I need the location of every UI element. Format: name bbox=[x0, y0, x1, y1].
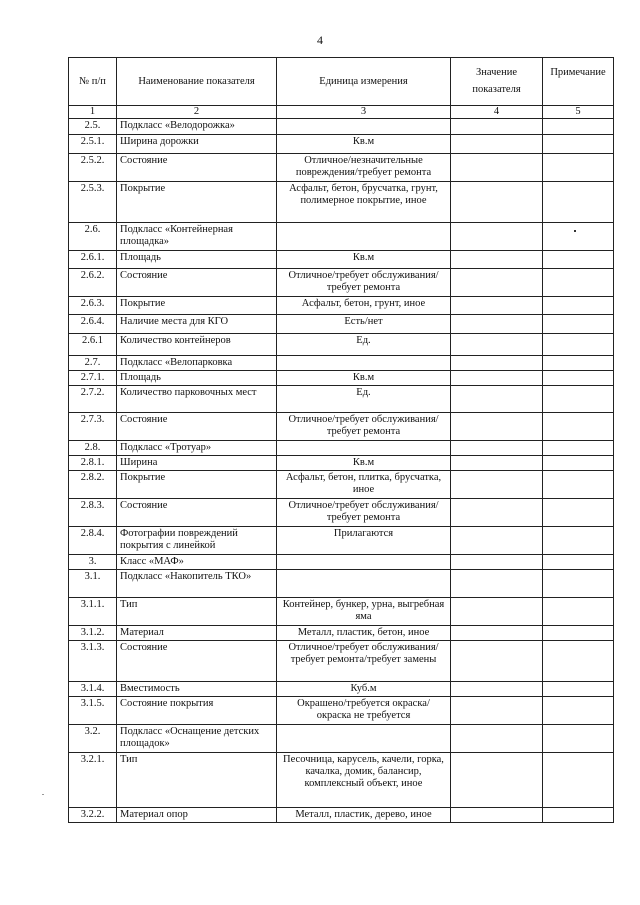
indicator-table bbox=[68, 57, 614, 823]
row-value bbox=[451, 570, 543, 598]
row-unit bbox=[277, 119, 451, 135]
row-indicator-name: Подкласс «Оснащение детских площадок» bbox=[117, 725, 277, 753]
table-row bbox=[69, 626, 614, 641]
row-unit: Окрашено/требуется окраска/окраска не требуется bbox=[277, 697, 451, 725]
table-row bbox=[69, 808, 614, 823]
row-unit bbox=[277, 441, 451, 456]
row-value bbox=[451, 269, 543, 297]
row-number: 3.1. bbox=[69, 570, 117, 598]
row-unit: Песочница, карусель, качели, горка, качалка, домик, балансир, комплексный объект, иное bbox=[277, 753, 451, 808]
row-note bbox=[543, 697, 614, 725]
row-value bbox=[451, 223, 543, 251]
table-row bbox=[69, 471, 614, 499]
table-row bbox=[69, 135, 614, 154]
row-indicator-name: Ширина bbox=[117, 456, 277, 471]
table-row bbox=[69, 753, 614, 808]
row-number: 2.8.3. bbox=[69, 499, 117, 527]
header-number: № п/п bbox=[69, 58, 117, 106]
row-indicator-name: Состояние bbox=[117, 269, 277, 297]
row-number: 2.6.4. bbox=[69, 315, 117, 334]
row-note bbox=[543, 641, 614, 682]
row-number: 2.7.1. bbox=[69, 371, 117, 386]
table-row bbox=[69, 697, 614, 725]
row-number: 3.1.5. bbox=[69, 697, 117, 725]
row-number: 2.8.2. bbox=[69, 471, 117, 499]
row-value bbox=[451, 441, 543, 456]
row-indicator-name: Материал опор bbox=[117, 808, 277, 823]
row-number: 3.1.3. bbox=[69, 641, 117, 682]
row-value bbox=[451, 297, 543, 315]
column-index-row bbox=[69, 106, 614, 119]
row-unit: Прилагаются bbox=[277, 527, 451, 555]
row-value bbox=[451, 808, 543, 823]
row-indicator-name: Подкласс «Велодорожка» bbox=[117, 119, 277, 135]
row-value bbox=[451, 471, 543, 499]
row-indicator-name: Подкласс «Тротуар» bbox=[117, 441, 277, 456]
table-header-row bbox=[69, 58, 614, 106]
row-unit bbox=[277, 570, 451, 598]
table-row bbox=[69, 356, 614, 371]
header-indicator-name: Наименование показателя bbox=[117, 58, 277, 106]
table-row bbox=[69, 527, 614, 555]
row-indicator-name: Покрытие bbox=[117, 182, 277, 223]
row-note bbox=[543, 386, 614, 413]
row-value bbox=[451, 555, 543, 570]
row-number: 3.1.4. bbox=[69, 682, 117, 697]
row-unit: Кв.м bbox=[277, 371, 451, 386]
row-number: 2.7. bbox=[69, 356, 117, 371]
row-note bbox=[543, 471, 614, 499]
table-row bbox=[69, 223, 614, 251]
row-number: 2.7.2. bbox=[69, 386, 117, 413]
row-value bbox=[451, 499, 543, 527]
row-number: 3. bbox=[69, 555, 117, 570]
row-value bbox=[451, 182, 543, 223]
row-indicator-name: Подкласс «Накопитель ТКО» bbox=[117, 570, 277, 598]
table-row bbox=[69, 570, 614, 598]
row-number: 2.6.2. bbox=[69, 269, 117, 297]
row-unit: Асфальт, бетон, брусчатка, грунт, полимерное покрытие, иное bbox=[277, 182, 451, 223]
row-note bbox=[543, 154, 614, 182]
table-row bbox=[69, 297, 614, 315]
row-value bbox=[451, 598, 543, 626]
row-value bbox=[451, 456, 543, 471]
row-unit: Отличное/требует обслуживания/требует ремонта/требует замены bbox=[277, 641, 451, 682]
table-row bbox=[69, 119, 614, 135]
row-number: 2.8.1. bbox=[69, 456, 117, 471]
row-unit: Отличное/требует обслуживания/требует ремонта bbox=[277, 413, 451, 441]
table-row bbox=[69, 641, 614, 682]
row-note bbox=[543, 626, 614, 641]
row-note bbox=[543, 371, 614, 386]
row-note bbox=[543, 570, 614, 598]
row-unit: Отличное/требует обслуживания/требует ремонта bbox=[277, 499, 451, 527]
row-unit: Ед. bbox=[277, 386, 451, 413]
row-indicator-name: Ширина дорожки bbox=[117, 135, 277, 154]
row-indicator-name: Класс «МАФ» bbox=[117, 555, 277, 570]
row-number: 2.5.2. bbox=[69, 154, 117, 182]
table-row bbox=[69, 251, 614, 269]
row-unit: Кв.м bbox=[277, 251, 451, 269]
table-row bbox=[69, 413, 614, 441]
row-unit: Асфальт, бетон, плитка, брусчатка, иное bbox=[277, 471, 451, 499]
row-value bbox=[451, 371, 543, 386]
row-note bbox=[543, 753, 614, 808]
row-value bbox=[451, 154, 543, 182]
row-note bbox=[543, 251, 614, 269]
row-number: 2.5. bbox=[69, 119, 117, 135]
row-number: 3.2.2. bbox=[69, 808, 117, 823]
row-note bbox=[543, 441, 614, 456]
row-indicator-name: Состояние bbox=[117, 154, 277, 182]
row-note bbox=[543, 223, 614, 251]
table-row bbox=[69, 598, 614, 626]
row-indicator-name: Тип bbox=[117, 753, 277, 808]
table-row bbox=[69, 555, 614, 570]
header-value: Значение показателя bbox=[451, 58, 543, 106]
row-value bbox=[451, 697, 543, 725]
table-row bbox=[69, 682, 614, 697]
row-note bbox=[543, 555, 614, 570]
row-indicator-name: Количество парковочных мест bbox=[117, 386, 277, 413]
row-number: 3.2. bbox=[69, 725, 117, 753]
row-number: 3.2.1. bbox=[69, 753, 117, 808]
table-row bbox=[69, 334, 614, 356]
row-indicator-name: Состояние bbox=[117, 413, 277, 441]
row-indicator-name: Площадь bbox=[117, 371, 277, 386]
row-number: 3.1.1. bbox=[69, 598, 117, 626]
row-indicator-name: Количество контейнеров bbox=[117, 334, 277, 356]
row-unit bbox=[277, 223, 451, 251]
table-row bbox=[69, 499, 614, 527]
row-unit bbox=[277, 356, 451, 371]
row-note bbox=[543, 334, 614, 356]
row-number: 2.8.4. bbox=[69, 527, 117, 555]
row-value bbox=[451, 315, 543, 334]
row-note bbox=[543, 135, 614, 154]
row-note bbox=[543, 182, 614, 223]
row-number: 2.5.1. bbox=[69, 135, 117, 154]
row-unit: Контейнер, бункер, урна, выгребная яма bbox=[277, 598, 451, 626]
row-indicator-name: Тип bbox=[117, 598, 277, 626]
row-note bbox=[543, 725, 614, 753]
table-row bbox=[69, 269, 614, 297]
row-value bbox=[451, 413, 543, 441]
row-unit: Есть/нет bbox=[277, 315, 451, 334]
row-number: 2.6.3. bbox=[69, 297, 117, 315]
row-indicator-name: Материал bbox=[117, 626, 277, 641]
table-row bbox=[69, 371, 614, 386]
row-unit: Куб.м bbox=[277, 682, 451, 697]
row-note bbox=[543, 808, 614, 823]
table-row bbox=[69, 182, 614, 223]
column-index: 4 bbox=[451, 106, 543, 119]
row-note bbox=[543, 297, 614, 315]
row-value bbox=[451, 626, 543, 641]
row-indicator-name: Покрытие bbox=[117, 471, 277, 499]
row-value bbox=[451, 725, 543, 753]
row-note bbox=[543, 119, 614, 135]
header-unit: Единица измерения bbox=[277, 58, 451, 106]
row-note bbox=[543, 269, 614, 297]
row-unit: Металл, пластик, дерево, иное bbox=[277, 808, 451, 823]
row-value bbox=[451, 386, 543, 413]
row-indicator-name: Подкласс «Контейнерная площадка» bbox=[117, 223, 277, 251]
row-value bbox=[451, 682, 543, 697]
row-unit: Асфальт, бетон, грунт, иное bbox=[277, 297, 451, 315]
row-indicator-name: Покрытие bbox=[117, 297, 277, 315]
column-index: 2 bbox=[117, 106, 277, 119]
row-number: 2.8. bbox=[69, 441, 117, 456]
table-body bbox=[69, 119, 614, 823]
row-value bbox=[451, 356, 543, 371]
row-note bbox=[543, 598, 614, 626]
row-note bbox=[543, 456, 614, 471]
row-note bbox=[543, 356, 614, 371]
row-indicator-name: Состояние покрытия bbox=[117, 697, 277, 725]
row-number: 2.6.1. bbox=[69, 251, 117, 269]
row-value bbox=[451, 753, 543, 808]
page-number: 4 bbox=[317, 33, 323, 47]
table-row bbox=[69, 315, 614, 334]
row-note bbox=[543, 499, 614, 527]
scan-speck bbox=[42, 794, 44, 795]
row-indicator-name: Наличие места для КГО bbox=[117, 315, 277, 334]
row-indicator-name: Подкласс «Велопарковка bbox=[117, 356, 277, 371]
row-number: 2.6. bbox=[69, 223, 117, 251]
column-index: 1 bbox=[69, 106, 117, 119]
table-row bbox=[69, 456, 614, 471]
row-value bbox=[451, 641, 543, 682]
row-number: 2.6.1 bbox=[69, 334, 117, 356]
table-row bbox=[69, 725, 614, 753]
row-unit: Отличное/незначительные повреждения/требует ремонта bbox=[277, 154, 451, 182]
row-unit: Металл, пластик, бетон, иное bbox=[277, 626, 451, 641]
row-number: 3.1.2. bbox=[69, 626, 117, 641]
column-index: 5 bbox=[543, 106, 614, 119]
row-unit bbox=[277, 555, 451, 570]
row-indicator-name: Вместимость bbox=[117, 682, 277, 697]
row-unit bbox=[277, 725, 451, 753]
table-row bbox=[69, 441, 614, 456]
header-note: Примечание bbox=[543, 58, 614, 106]
table-row bbox=[69, 154, 614, 182]
row-note bbox=[543, 682, 614, 697]
row-number: 2.5.3. bbox=[69, 182, 117, 223]
row-value bbox=[451, 334, 543, 356]
row-value bbox=[451, 527, 543, 555]
row-value bbox=[451, 135, 543, 154]
row-unit: Отличное/требует обслуживания/требует ремонта bbox=[277, 269, 451, 297]
row-note bbox=[543, 413, 614, 441]
row-indicator-name: Состояние bbox=[117, 641, 277, 682]
row-indicator-name: Состояние bbox=[117, 499, 277, 527]
row-note bbox=[543, 315, 614, 334]
row-unit: Ед. bbox=[277, 334, 451, 356]
column-index: 3 bbox=[277, 106, 451, 119]
row-indicator-name: Площадь bbox=[117, 251, 277, 269]
row-indicator-name: Фотографии повреждений покрытия с линейкой bbox=[117, 527, 277, 555]
row-value bbox=[451, 119, 543, 135]
row-unit: Кв.м bbox=[277, 456, 451, 471]
row-unit: Кв.м bbox=[277, 135, 451, 154]
row-number: 2.7.3. bbox=[69, 413, 117, 441]
pen-mark bbox=[574, 230, 576, 232]
row-note bbox=[543, 527, 614, 555]
table-row bbox=[69, 386, 614, 413]
row-value bbox=[451, 251, 543, 269]
